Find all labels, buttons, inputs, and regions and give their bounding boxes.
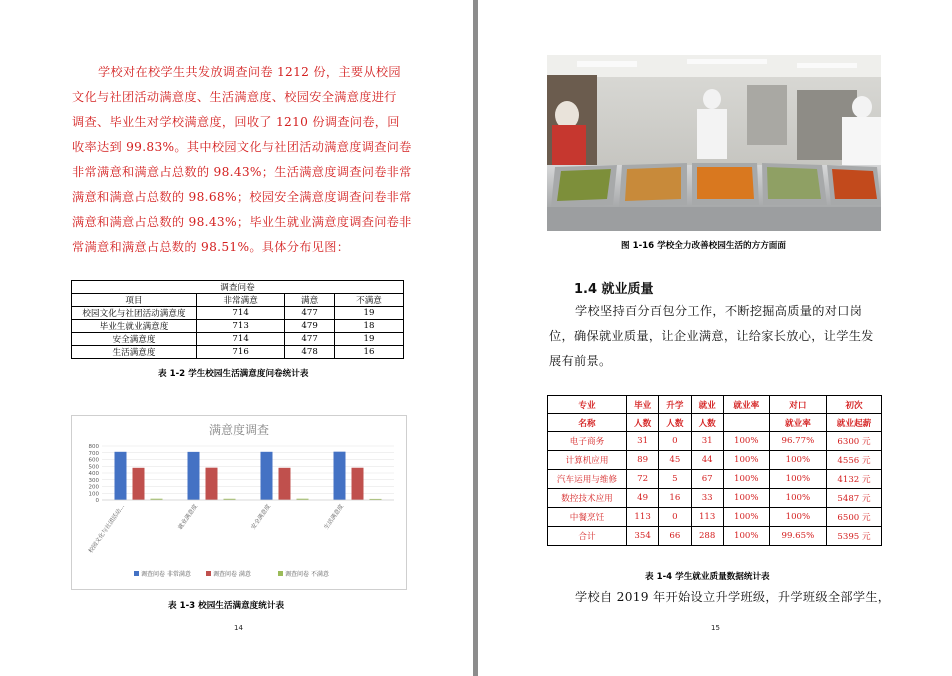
table-cell: 5 [659,470,691,489]
canteen-photo-image [547,55,881,231]
bar [352,468,364,500]
bar [279,468,291,500]
table-cell: 数控技术应用 [548,489,627,508]
table-cell: 汽车运用与维修 [548,470,627,489]
survey-table [71,280,404,359]
table-header-row [72,294,404,307]
table-row [548,451,882,470]
table-cell: 100% [769,489,826,508]
para-line: 非常满意和满意占总数的 98.43%；生活满意度调查问卷非常 [72,165,412,179]
table-cell: 19 [334,333,403,346]
table-cell: 99.65% [769,527,826,546]
table-header-cell: 升学 [659,396,691,414]
table-cell: 5395 元 [827,527,882,546]
table-cell: 714 [197,307,285,320]
para-line: 学校对在校学生共发放调查问卷 1212 份，主要从校园 [98,65,401,79]
para-line: 满意和满意占总数的 98.68%；校园安全满意度调查问卷非常 [72,190,412,204]
table-cell: 4132 元 [827,470,882,489]
table-cell: 18 [334,320,403,333]
table-cell: 6500 元 [827,508,882,527]
table-cell: 113 [627,508,659,527]
table-cell: 72 [627,470,659,489]
table-cell: 354 [627,527,659,546]
table-cell: 45 [659,451,691,470]
table-cell: 100% [723,470,769,489]
y-tick-label: 800 [88,444,99,450]
bar [206,468,218,500]
employment-table [547,395,882,546]
employment-paragraph [549,299,889,374]
bar [188,452,200,500]
x-tick-label: 就业满意度 [177,503,200,531]
table-cell: 合计 [548,527,627,546]
y-tick-label: 0 [95,498,99,504]
survey-table-caption-row: 调查问卷 [72,281,404,294]
y-tick-label: 400 [88,471,99,477]
photo-caption: 图 1-16 学校全力改善校园生活的方方面面 [621,241,786,251]
page-left [0,0,473,676]
table-header-cell: 名称 [548,414,627,432]
para-line: 展有前景。 [549,354,612,368]
table-cell: 6300 元 [827,432,882,451]
table-cell: 31 [691,432,723,451]
table-row [548,527,882,546]
table-row [72,333,404,346]
table-row [548,470,882,489]
table-cell: 4556 元 [827,451,882,470]
chart-caption: 表 1-3 校园生活满意度统计表 [168,601,285,611]
table-cell: 288 [691,527,723,546]
table-cell: 716 [197,346,285,359]
table-cell: 713 [197,320,285,333]
table-cell: 16 [659,489,691,508]
x-tick-label: 校园文化与社团活动... [88,503,127,555]
legend-swatch [134,571,139,576]
table-header-cell: 人数 [627,414,659,432]
table-header-cell: 满意 [285,294,335,307]
table-cell: 0 [659,432,691,451]
table-cell: 100% [769,508,826,527]
y-tick-label: 200 [88,484,99,491]
table-cell: 31 [627,432,659,451]
table-header-cell: 毕业 [627,396,659,414]
legend-label: 调查问卷 非常满意 [141,571,191,578]
table-cell: 113 [691,508,723,527]
table-header-cell: 就业起薪 [827,414,882,432]
table-header-cell: 就业 [691,396,723,414]
table-cell: 49 [627,489,659,508]
table-header-cell: 不满意 [334,294,403,307]
table-cell: 714 [197,333,285,346]
table-cell: 19 [334,307,403,320]
closing-line: 学校自 2019 年开始设立升学班级，升学班级全部学生， [575,590,891,604]
table-cell: 66 [659,527,691,546]
table-cell: 100% [723,508,769,527]
table-row [72,320,404,333]
table-row [548,489,882,508]
y-tick-label: 700 [88,450,99,457]
table-row [72,346,404,359]
legend-label: 调查问卷 满意 [213,571,251,578]
table-cell: 479 [285,320,335,333]
table-cell: 电子商务 [548,432,627,451]
table-cell: 44 [691,451,723,470]
table-header-cell: 对口 [769,396,826,414]
table-header-row [548,414,882,432]
table-cell: 计算机应用 [548,451,627,470]
table-header-cell: 初次 [827,396,882,414]
table-cell: 33 [691,489,723,508]
bar [334,452,346,500]
table-cell: 477 [285,333,335,346]
page-number-left: 14 [234,624,243,632]
page-number-right: 15 [711,624,720,632]
table-cell: 生活满意度 [72,346,197,359]
table-header-cell: 就业率 [769,414,826,432]
table-header-cell [723,414,769,432]
canteen-photo [547,55,881,231]
bar [133,468,145,500]
table-cell: 477 [285,307,335,320]
para-line: 文化与社团活动满意度、生活满意度、校园安全满意度进行 [72,90,397,104]
table-header-cell: 就业率 [723,396,769,414]
table-cell: 100% [723,432,769,451]
x-tick-label: 安全满意度 [250,503,273,531]
table-cell: 100% [769,470,826,489]
chart-title: 满意度调查 [208,423,270,437]
table-cell: 89 [627,451,659,470]
para-line: 常满意和满意占总数的 98.51%。具体分布见图： [72,240,350,254]
survey-table-caption: 表 1-2 学生校园生活满意度问卷统计表 [158,369,309,379]
chart-svg [72,416,406,589]
para-line: 收率达到 99.83%。其中校园文化与社团活动满意度调查问卷 [72,140,412,154]
table-header-cell: 专业 [548,396,627,414]
legend-swatch [206,571,211,576]
legend-swatch [278,571,283,576]
table-header-cell: 人数 [659,414,691,432]
table-cell: 478 [285,346,335,359]
satisfaction-chart [71,415,407,590]
employment-table-caption: 表 1-4 学生就业质量数据统计表 [645,572,770,582]
table-cell: 96.77% [769,432,826,451]
y-tick-label: 500 [88,464,99,471]
table-cell: 67 [691,470,723,489]
table-row [548,508,882,527]
para-line: 位，确保就业质量，让企业满意，让给家长放心，让学生发 [549,329,874,343]
table-cell: 毕业生就业满意度 [72,320,197,333]
table-cell: 100% [769,451,826,470]
table-cell: 100% [723,527,769,546]
section-heading: 1.4 就业质量 [574,282,654,297]
y-tick-label: 100 [88,491,99,498]
table-cell: 安全满意度 [72,333,197,346]
table-cell: 16 [334,346,403,359]
para-line: 学校坚持百分百包分工作，不断挖掘高质量的对口岗 [575,304,863,318]
table-header-row [548,396,882,414]
y-tick-label: 600 [88,457,99,464]
para-line: 调查、毕业生对学校满意度，回收了 1210 份调查问卷，回 [72,115,400,129]
para-line: 满意和满意占总数的 98.43%；毕业生就业满意度调查问卷非 [72,215,412,229]
table-cell: 0 [659,508,691,527]
table-header-cell: 人数 [691,414,723,432]
table-header-cell: 非常满意 [197,294,285,307]
table-cell: 100% [723,489,769,508]
table-cell: 5487 元 [827,489,882,508]
x-tick-label: 生活满意度 [323,503,346,531]
table-cell: 校园文化与社团活动满意度 [72,307,197,320]
table-row [548,432,882,451]
table-header-cell: 项目 [72,294,197,307]
survey-paragraph [72,60,412,260]
table-cell: 中餐烹饪 [548,508,627,527]
legend-label: 调查问卷 不满意 [285,571,329,578]
bar [261,452,273,500]
bar [115,452,127,500]
table-cell: 100% [723,451,769,470]
y-tick-label: 300 [88,477,99,484]
table-row [72,307,404,320]
